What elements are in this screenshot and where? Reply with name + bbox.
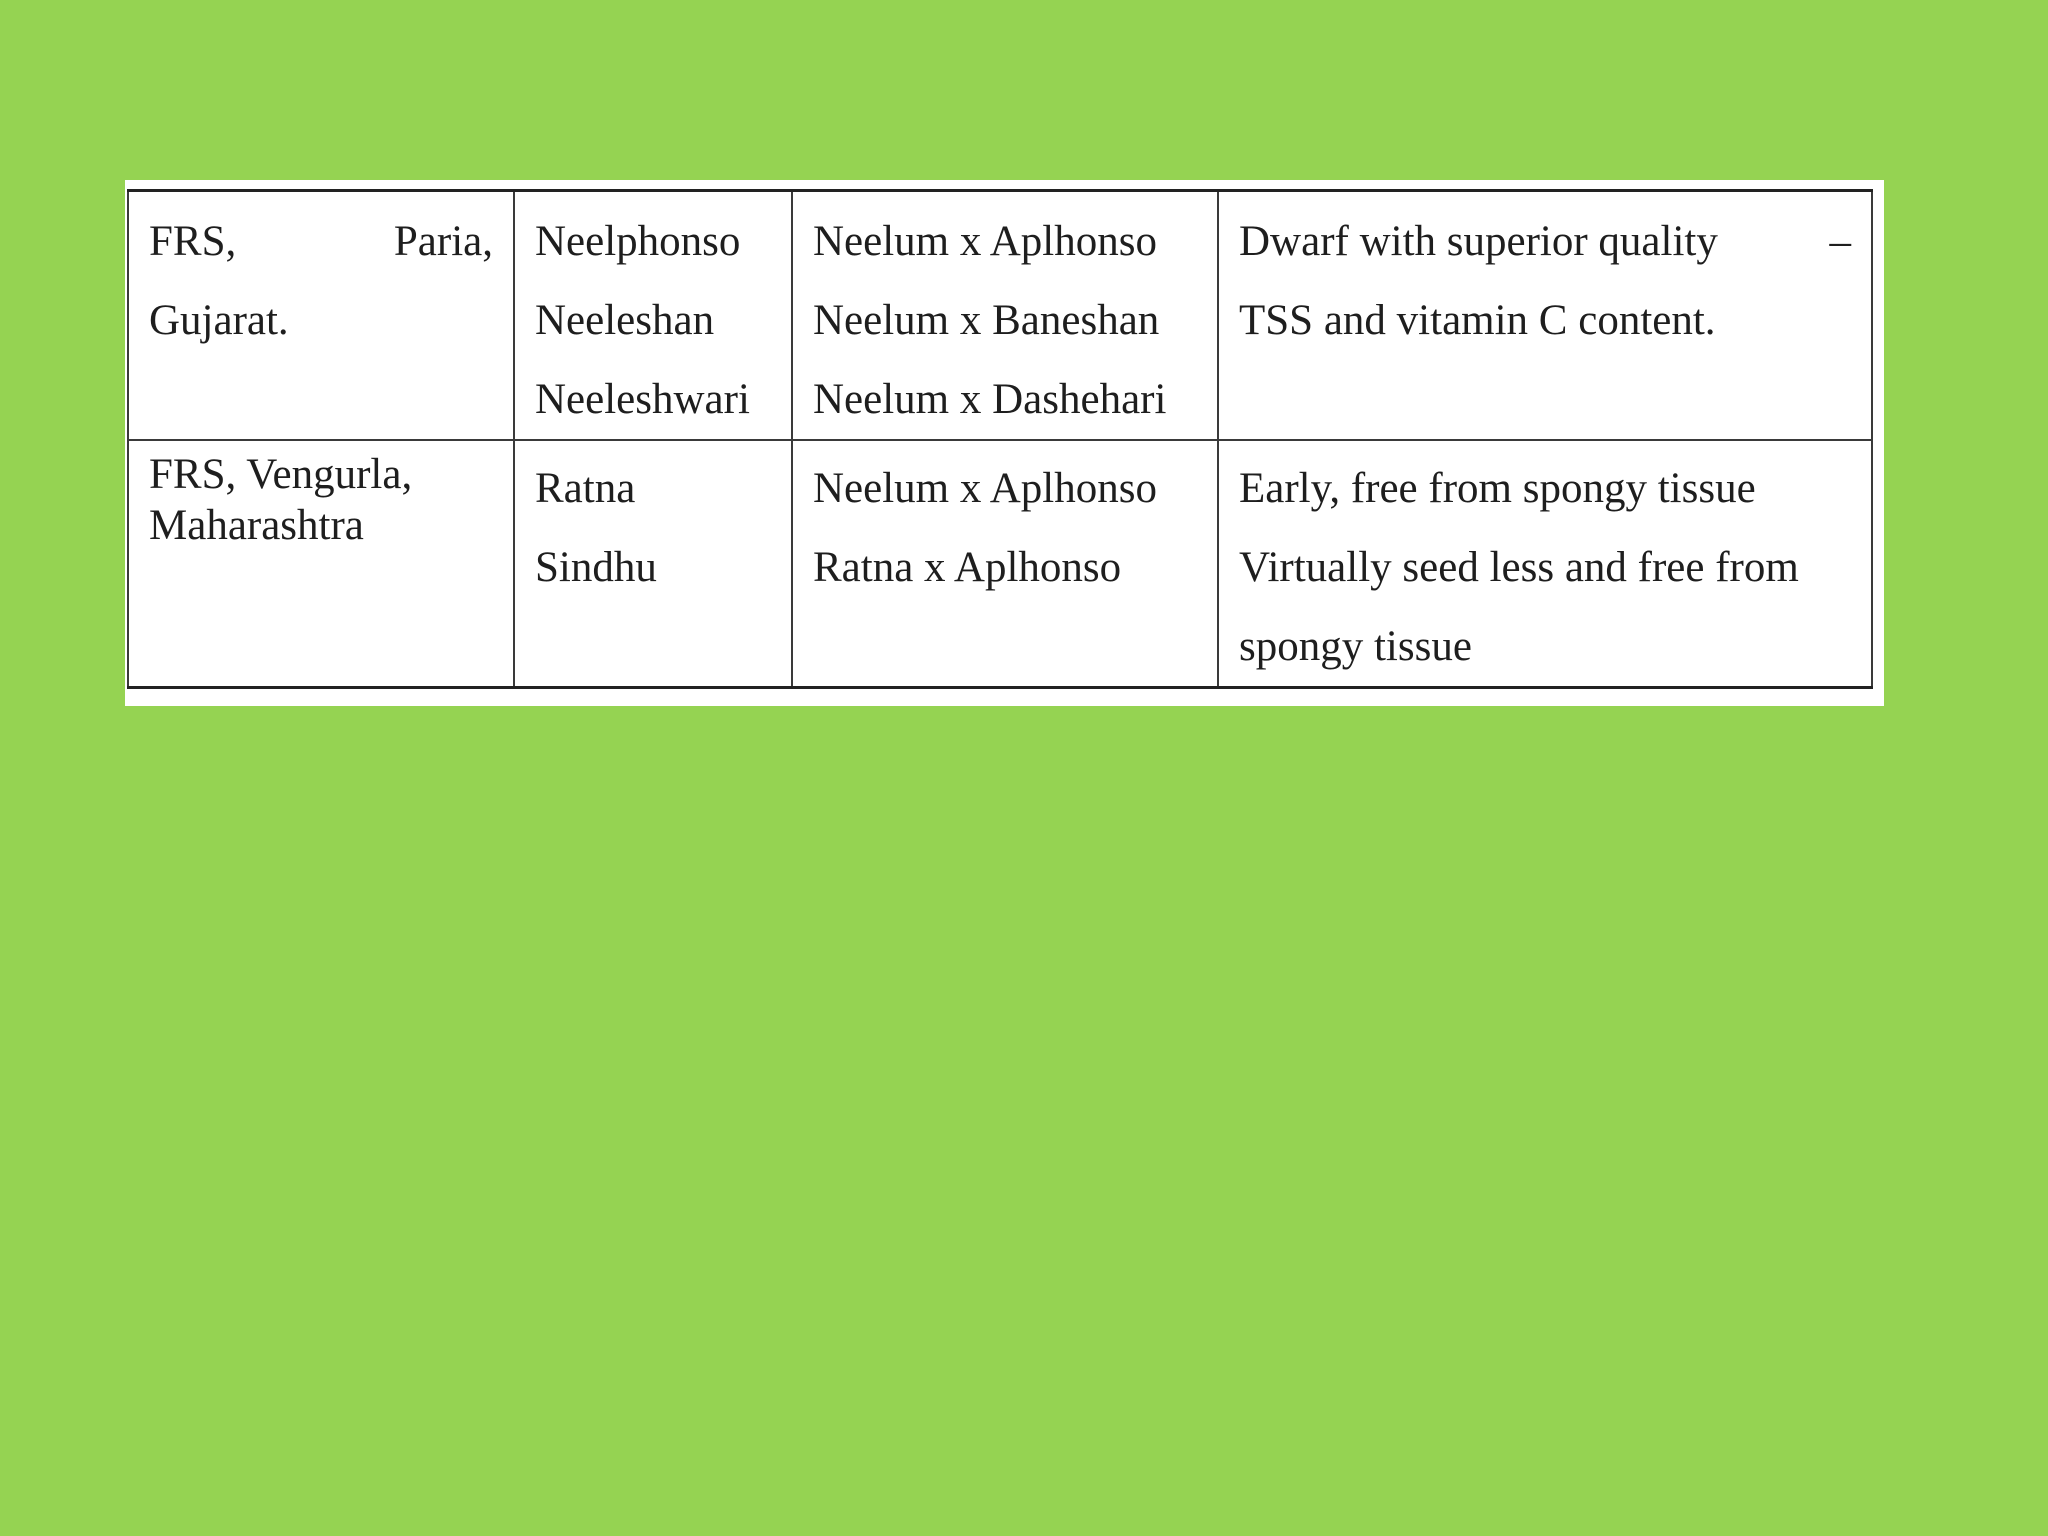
table-row [128,440,1872,688]
station-cell [128,191,514,441]
trait-dash: – [1829,218,1851,265]
trait-text: Dwarf with superior quality [1239,218,1718,265]
station-line: Gujarat. [149,297,289,344]
station-line: FRS, Vengurla, [149,451,413,498]
trait-line [1239,202,1871,281]
hybrid-cell [514,440,792,688]
station-line: Maharashtra [149,502,364,549]
table-row [128,191,1872,441]
hybrid-name: Ratna [535,465,636,512]
mango-hybrids-table [127,189,1873,689]
trait-cell [1218,440,1872,688]
trait-cell [1218,191,1872,441]
parentage-cell [792,440,1218,688]
trait-line: Virtually seed less and free from [1239,544,1799,591]
station-word: FRS, [149,218,237,265]
hybrid-name: Neeleshwari [535,376,750,423]
table-image [125,180,1884,706]
hybrid-cell [514,191,792,441]
station-cell [128,440,514,688]
hybrid-name: Neeleshan [535,297,715,344]
hybrid-name: Sindhu [535,544,657,591]
station-line [149,202,513,281]
parentage-cross: Neelum x Aplhonso [813,218,1157,265]
parentage-cross: Neelum x Aplhonso [813,465,1157,512]
station-word: Paria, [393,218,493,265]
parentage-cross: Neelum x Baneshan [813,297,1160,344]
parentage-cross: Neelum x Dashehari [813,376,1167,423]
parentage-cross: Ratna x Aplhonso [813,544,1122,591]
hybrid-name: Neelphonso [535,218,741,265]
trait-line: TSS and vitamin C content. [1239,297,1716,344]
trait-line: spongy tissue [1239,623,1472,670]
parentage-cell [792,191,1218,441]
trait-line: Early, free from spongy tissue [1239,465,1756,512]
